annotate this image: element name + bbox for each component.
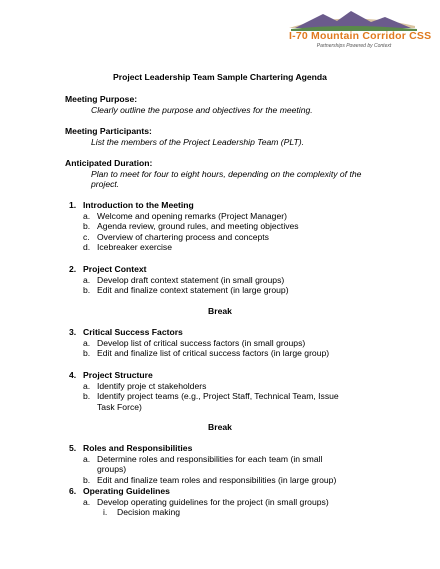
break-label: Break xyxy=(208,306,232,316)
item-letter: b. xyxy=(83,474,91,485)
logo xyxy=(285,8,432,52)
agenda-section xyxy=(69,443,389,485)
anticipated-duration xyxy=(65,158,361,190)
list-item: Identify proje ct stakeholders xyxy=(97,380,207,391)
section-title: Project Structure xyxy=(83,370,153,380)
purpose-text: Clearly outline the purpose and objectives for the meeting. xyxy=(91,104,313,115)
section-number: 2. xyxy=(69,264,77,274)
participants-text: List the members of the Project Leadership Team (PLT). xyxy=(91,136,305,147)
item-letter: b. xyxy=(83,285,91,296)
list-item: Overview of chartering process and concepts xyxy=(97,231,269,242)
item-letter: b. xyxy=(83,348,91,359)
item-letter: b. xyxy=(83,391,91,402)
meeting-purpose xyxy=(65,94,313,115)
section-title: Critical Success Factors xyxy=(83,327,183,337)
item-letter: a. xyxy=(83,496,91,507)
list-item: Develop draft context statement (in small groups) xyxy=(97,274,285,285)
item-letter: c. xyxy=(83,231,90,242)
list-item: Icebreaker exercise xyxy=(97,242,172,253)
item-letter: a. xyxy=(83,337,91,348)
item-letter: d. xyxy=(83,242,91,253)
section-number: 5. xyxy=(69,443,77,453)
logo-tagline: Partnerships Powered by Context xyxy=(316,43,392,49)
list-item: Agenda review, ground rules, and meeting objectives xyxy=(97,221,299,232)
agenda-section xyxy=(69,370,389,412)
list-item: Edit and finalize context statement (in large group) xyxy=(97,285,289,296)
break-label: Break xyxy=(208,422,232,432)
section-title: Project Context xyxy=(83,264,147,274)
item-letter: b. xyxy=(83,221,91,232)
purpose-heading: Meeting Purpose: xyxy=(65,94,138,104)
duration-heading: Anticipated Duration: xyxy=(65,158,153,168)
agenda-section xyxy=(69,200,389,253)
section-title: Operating Guidelines xyxy=(83,486,170,496)
agenda-section xyxy=(69,486,389,518)
item-letter: a. xyxy=(83,453,91,464)
list-item: Edit and finalize list of critical success factors (in large group) xyxy=(97,348,330,359)
page-title: Project Leadership Team Sample Chartering Agenda xyxy=(113,72,327,82)
duration-text-1: Plan to meet for four to eight hours, depending on the complexity of the xyxy=(91,168,362,179)
participants-heading: Meeting Participants: xyxy=(65,126,152,136)
section-title: Introduction to the Meeting xyxy=(83,200,194,210)
agenda-section xyxy=(69,327,389,359)
list-item: Develop list of critical success factors (in small groups) xyxy=(97,337,306,348)
list-item: Identify project teams (e.g., Project Staff, Technical Team, Issue Task Force) xyxy=(97,391,339,412)
section-number: 1. xyxy=(69,200,77,210)
section-number: 6. xyxy=(69,486,77,496)
agenda-section xyxy=(69,264,389,296)
list-item: Edit and finalize team roles and responsibilities (in large group) xyxy=(97,474,337,485)
mountain-logo-icon xyxy=(285,8,420,32)
section-number: 4. xyxy=(69,370,77,380)
section-number: 3. xyxy=(69,327,77,337)
list-item: Determine roles and responsibilities for each team (in small groups) xyxy=(97,453,323,475)
item-letter: a. xyxy=(83,380,91,391)
item-letter: a. xyxy=(83,210,91,221)
item-letter: a. xyxy=(83,274,91,285)
section-title: Roles and Responsibilities xyxy=(83,443,193,453)
list-item: Welcome and opening remarks (Project Manager) xyxy=(97,210,287,221)
logo-title: I-70 Mountain Corridor CSS xyxy=(289,30,432,42)
subitem-numeral: i. xyxy=(103,507,108,518)
list-subitem: Decision making xyxy=(117,507,181,518)
list-item: Develop operating guidelines for the project (in small groups) xyxy=(97,496,329,507)
duration-text-2: project. xyxy=(91,179,120,190)
meeting-participants xyxy=(65,126,304,147)
